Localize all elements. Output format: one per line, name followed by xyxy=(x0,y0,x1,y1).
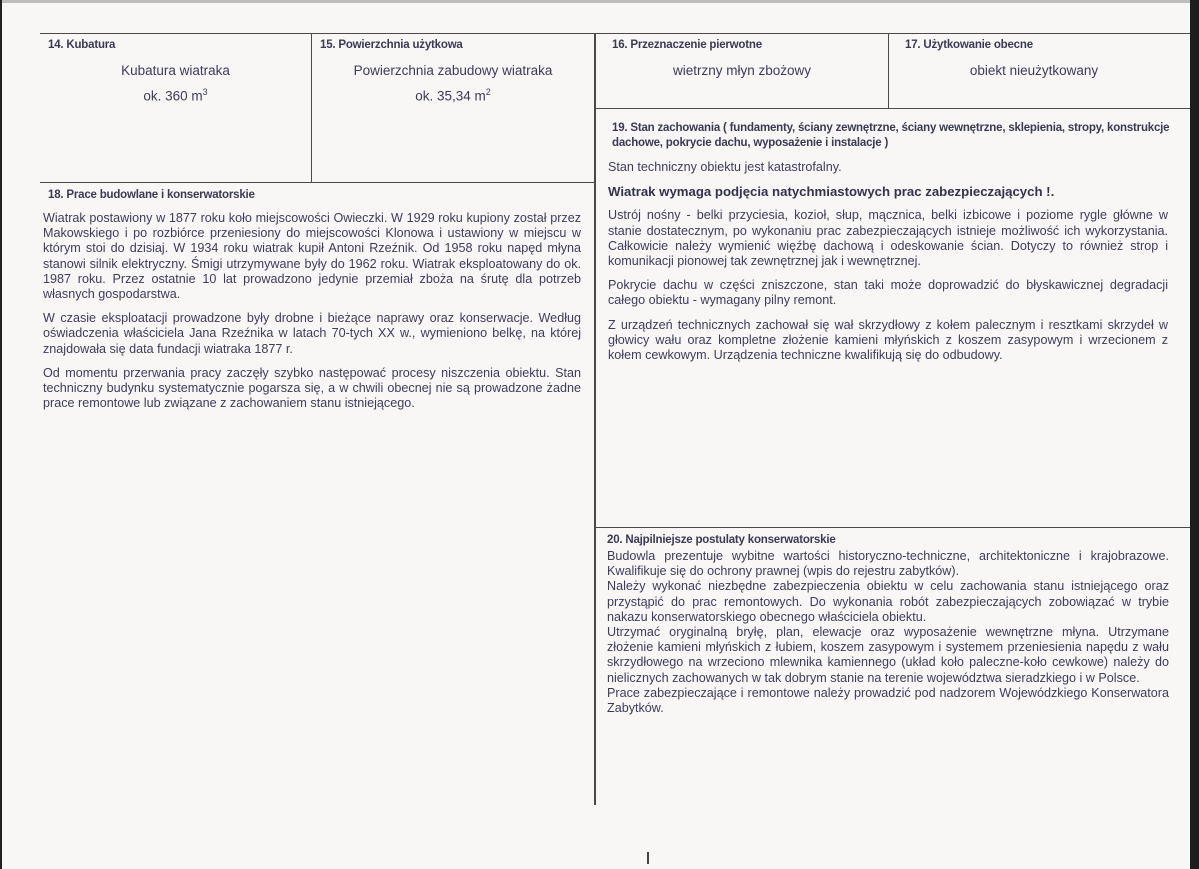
volume-value-text: ok. 360 m xyxy=(143,88,203,104)
section-16-header: 16. Przeznaczenie pierwotne xyxy=(612,39,762,51)
section-19-paragraph: Z urządzeń technicznych zachował się wał skrzydłowy z kołem palecznym i resztkami skrzydeł w głowicy wału oraz kompletne złożenie kamieni młyńskich z koszem zasypowym i wrzecionem z kołem cewkowym. Urządzenia techniczne kwalifikują się do odbudowy. xyxy=(608,317,1168,363)
section-20-body xyxy=(607,549,1169,716)
divider-14-15 xyxy=(311,33,312,183)
current-use-value: obiekt nieużytkowany xyxy=(969,63,1099,78)
section-15-header: 15. Powierzchnia użytkowa xyxy=(320,39,463,51)
area-value-text: ok. 35,34 m xyxy=(415,88,486,104)
section-19-body xyxy=(608,160,1168,372)
section-20-paragraph: Budowla prezentuje wybitne wartości historyczno-techniczne, architektoniczne i krajobrazowe. Kwalifikuje się do ochrony prawnej (wpis do rejestru zabytków). xyxy=(607,549,1169,579)
volume-unit-exponent: 3 xyxy=(202,87,208,97)
area-label: Powierzchnia zabudowy wiatraka xyxy=(353,63,553,78)
section-18-header: 18. Prace budowlane i konserwatorskie xyxy=(48,189,255,201)
section-19-paragraph: Ustrój nośny - belki przyciesia, kozioł, słup, mącznica, belki izbicowe i poziome rygle główne w stanie dostatecznym, po wykonaniu prac zabezpieczających istnieje możliwość ich wykorzystania. Całkowicie należy wymienić więźbę dachową i odeskowanie ścian. Dotyczy to również strop i komunikacji pionowej tak zewnętrznej jak i wewnętrznej. xyxy=(608,208,1168,269)
section-17-header: 17. Użytkowanie obecne xyxy=(905,39,1033,51)
section-20-paragraph: Należy wykonać niezbędne zabezpieczenia obiektu w celu zachowania stanu istniejącego oraz przystąpić do prac remontowych. Do wykonania robót zabezpieczających zobowiązać w trybie nakazu konserwatorskiego obecnego właściciela obiektu. xyxy=(607,579,1169,624)
area-unit-exponent: 2 xyxy=(485,87,491,97)
rule-above-18 xyxy=(40,182,595,183)
rule-above-20 xyxy=(595,527,1190,528)
card-left-edge xyxy=(0,0,2,869)
section-19-header: 19. Stan zachowania ( fundamenty, ściany zewnętrzne, ściany wewnętrzne, sklepienia, stropy, konstrukcje dachowe, pokrycie dachu, wyposażenie i instalacje ) xyxy=(612,122,1170,149)
section-18-body xyxy=(43,211,581,420)
area-value xyxy=(312,87,594,104)
center-divider xyxy=(594,33,596,805)
section-20-header: 20. Najpilniejsze postulaty konserwatorskie xyxy=(607,534,836,546)
section-18-paragraph: Wiatrak postawiony w 1877 roku koło miejscowości Owieczki. W 1929 roku kupiony został przez Makowskiego i po rozbiórce przeniesiony do miejscowości Klonowa i ustawiony w miejscu w którym stoi do dzisiaj. W 1934 roku wiatrak kupił Antoni Rzeźnik. Od 1958 roku napęd młyna stanowi silnik elektryczny. Śmigi utrzymywane były do 1962 roku. Wiatrak eksploatowany do ok. 1987 roku. Przez ostatnie 10 lat prowadzono jedynie przemiał zboża na śrutę dla potrzeb własnych gospodarstwa. xyxy=(43,211,581,302)
volume-label: Kubatura wiatraka xyxy=(121,63,230,78)
card-top-edge xyxy=(0,0,1199,3)
volume-value xyxy=(40,87,311,104)
top-rule xyxy=(40,33,1190,34)
section-19-paragraph: Pokrycie dachu w części zniszczone, stan taki może doprowadzić do błyskawicznej degradacji całego obiektu - wymagany pilny remont. xyxy=(608,278,1168,308)
original-purpose-value: wietrzny młyn zbożowy xyxy=(672,63,812,78)
section-20-paragraph: Utrzymać oryginalną bryłę, plan, elewacje oraz wyposażenie wewnętrzne młyna. Utrzymane złożenie kamieni młyńskich z łubiem, koszem zasypowym i systemem przeniesienia napędu z wału skrzydłowego na wrzeciono mlewnika kamiennego (układ koło paleczne-koło cewkowe) należy do nielicznych zachowanych w tak dobrym stanie na terenie województwa sieradzkiego i w Polsce. xyxy=(607,625,1169,685)
section-20-paragraph: Prace zabezpieczające i remontowe należy prowadzić pod nadzorem Wojewódzkiego Konserwatora Zabytków. xyxy=(607,685,1169,716)
section-14-header: 14. Kubatura xyxy=(48,39,116,51)
card-right-edge xyxy=(1190,0,1199,869)
condition-emphasis: Wiatrak wymaga podjęcia natychmiastowych prac zabezpieczających !. xyxy=(608,184,1055,200)
bottom-tick-mark xyxy=(647,852,649,864)
rule-under-16-17 xyxy=(595,108,1190,109)
condition-intro: Stan techniczny obiektu jest katastrofalny. xyxy=(608,160,842,174)
section-18-paragraph: W czasie eksploatacji prowadzone były drobne i bieżące naprawy oraz konserwacje. Według oświadczenia właściciela Jana Rzeźnika w latach 70-tych XX w., wymieniono belkę, na której znajdowała się data fundacji wiatraka 1877 r. xyxy=(43,311,581,356)
section-18-paragraph: Od momentu przerwania pracy zaczęły szybko następować procesy niszczenia obiektu. Stan techniczny budynku systematycznie pogarsza się, a w chwili obecnej nie są prowadzone żadne prace remontowe lub związane z zachowaniem stanu istniejącego. xyxy=(43,365,581,411)
